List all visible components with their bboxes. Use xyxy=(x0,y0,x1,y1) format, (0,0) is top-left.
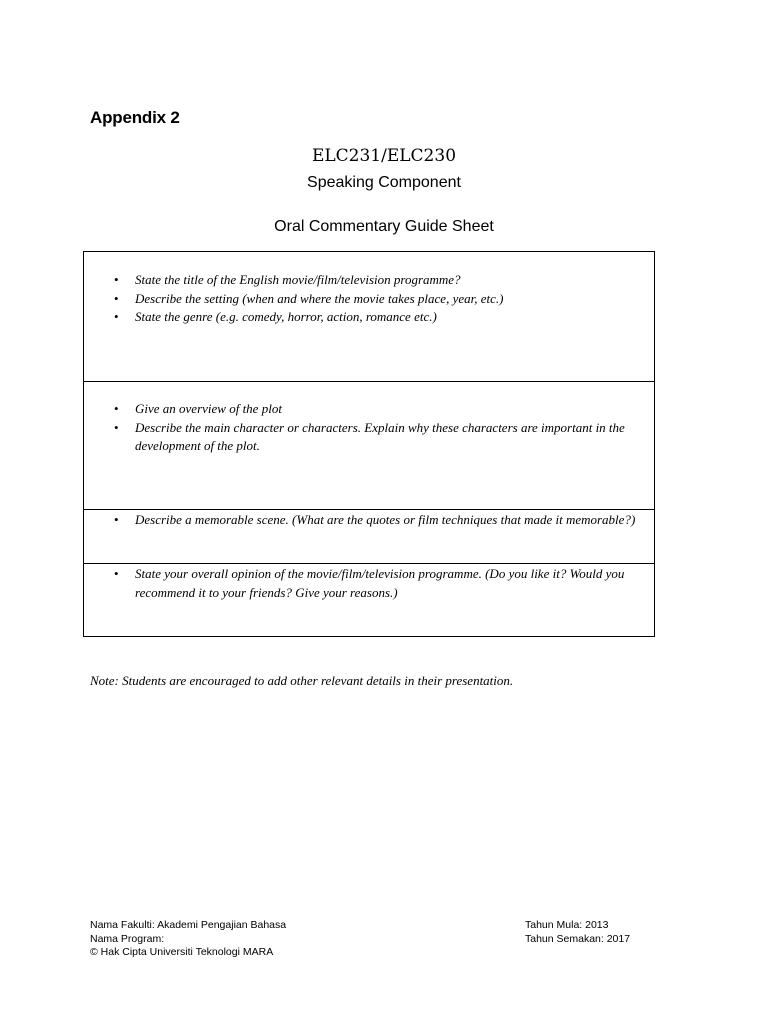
start-year: Tahun Mula: 2013 xyxy=(525,919,609,931)
bullet-list xyxy=(84,511,654,530)
faculty-name: Nama Fakulti: Akademi Pengajian Bahasa xyxy=(90,919,287,931)
bullet-item: • Describe the main character or characters. Explain why these characters are important in the development of the plot. xyxy=(84,419,654,456)
guide-table xyxy=(83,251,655,637)
copyright: © Hak Cipta Universiti Teknologi MARA xyxy=(90,946,274,958)
bullet-list xyxy=(84,271,654,327)
program-name: Nama Program: xyxy=(90,932,165,945)
guide-section-opinion xyxy=(84,564,654,636)
guide-section-scene xyxy=(84,510,654,564)
footer-right xyxy=(525,919,630,946)
bullet-list xyxy=(84,400,654,456)
review-year: Tahun Semakan: 2017 xyxy=(525,932,631,945)
course-code: ELC231/ELC230 xyxy=(311,146,457,166)
note-text: Note: Students are encouraged to add other relevant details in their presentation. xyxy=(90,673,514,688)
component-title: Speaking Component xyxy=(307,174,461,191)
guide-section-intro xyxy=(84,252,654,382)
bullet-list xyxy=(84,565,654,602)
bullet-item: • State the genre (e.g. comedy, horror, action, romance etc.) xyxy=(84,308,654,327)
bullet-item: • Describe a memorable scene. (What are the quotes or film techniques that made it memorable?) xyxy=(84,511,654,530)
guide-section-plot xyxy=(84,382,654,510)
appendix-heading: Appendix 2 xyxy=(90,108,180,127)
bullet-item: • State your overall opinion of the movie/film/television programme. (Do you like it? Would you recommend it to your friends? Give your reasons.) xyxy=(84,565,654,602)
bullet-item: • Give an overview of the plot xyxy=(84,400,654,419)
guide-sheet-title: Oral Commentary Guide Sheet xyxy=(274,218,494,235)
footer-left xyxy=(90,919,286,960)
bullet-item: • State the title of the English movie/film/television programme? xyxy=(84,271,654,290)
bullet-item: • Describe the setting (when and where the movie takes place, year, etc.) xyxy=(84,290,654,309)
